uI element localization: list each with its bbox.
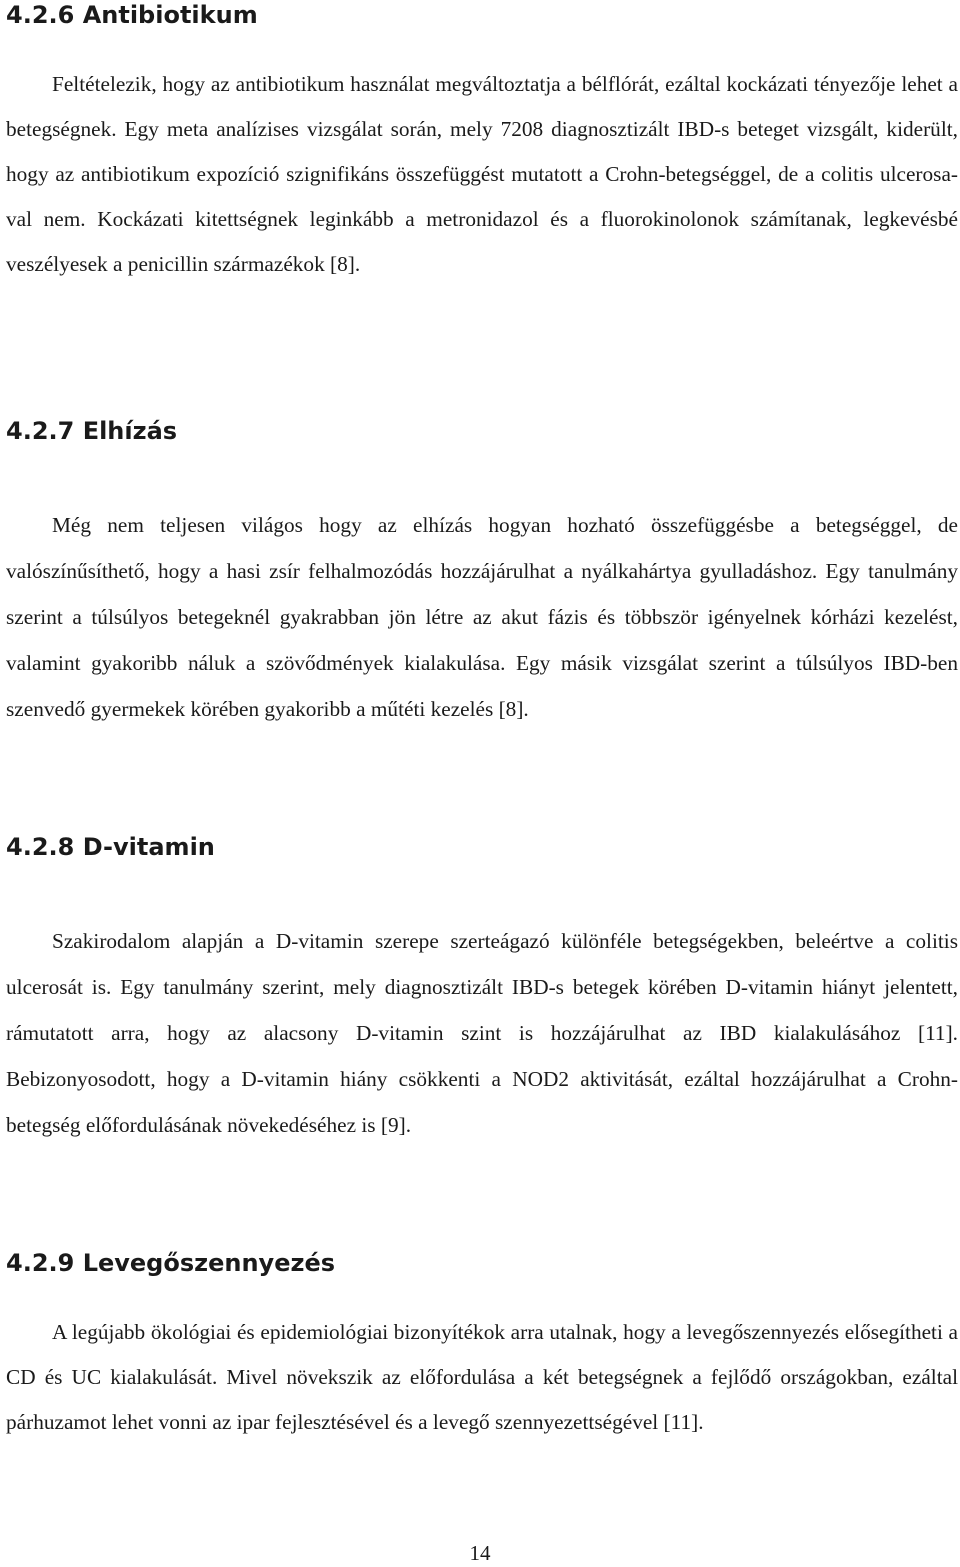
section-heading-d-vitamin: 4.2.8 D-vitamin (6, 833, 215, 861)
section-paragraph-d-vitamin: Szakirodalom alapján a D-vitamin szerepe szerteágazó különféle betegségekben, beleértve a colitis ulcerosát is. Egy tanulmány szerint, mely diagnosztizált IBD-s betegek körében D-vitamin hiányt jelentett, rámutatott arra, hogy az alacsony D-vitamin szint is hozzájárulhat az IBD kialakulásához [11]. Bebizonyosodott, hogy a D-vitamin hiány csökkenti a NOD2 aktivitását, ezáltal hozzájárulhat a Crohn-betegség előfordulásának növekedéséhez is [9]. (6, 929, 958, 1137)
section-heading-levegoszennyezes: 4.2.9 Levegőszennyezés (6, 1249, 336, 1277)
page-number: 14 (469, 1541, 491, 1565)
section-heading-elhizas: 4.2.7 Elhízás (6, 417, 178, 445)
section-paragraph-antibiotikum: Feltételezik, hogy az antibiotikum használat megváltoztatja a bélflórát, ezáltal kockázati tényezője lehet a betegségnek. Egy meta analízises vizsgálat során, mely 7208 diagnosztizált IBD-s beteget vizsgált, kiderült, hogy az antibiotikum expozíció szignifikáns összefüggést mutatott a Crohn-betegséggel, de a colitis ulcerosa-val nem. Kockázati kitettségnek leginkább a metronidazol és a fluorokinolonok számítanak, legkevésbé veszélyesek a penicillin származékok [8]. (6, 72, 958, 276)
section-paragraph-levegoszennyezes: A legújabb ökológiai és epidemiológiai bizonyítékok arra utalnak, hogy a levegőszennyezés elősegítheti a CD és UC kialakulását. Mivel növekszik az előfordulása a két betegségnek a fejlődő országokban, ezáltal párhuzamot lehet vonni az ipar fejlesztésével és a levegő szennyezettségével [11]. (6, 1320, 958, 1434)
section-heading-antibiotikum: 4.2.6 Antibiotikum (6, 1, 258, 29)
section-paragraph-elhizas: Még nem teljesen világos hogy az elhízás hogyan hozható összefüggésbe a betegséggel, de valószínűsíthető, hogy a hasi zsír felhalmozódás hozzájárulhat a nyálkahártya gyulladáshoz. Egy tanulmány szerint a túlsúlyos betegeknél gyakrabban jön létre az akut fázis és többször igényelnek kórházi kezelést, valamint gyakoribb náluk a szövődmények kialakulása. Egy másik vizsgálat szerint a túlsúlyos IBD-ben szenvedő gyermekek körében gyakoribb a műtéti kezelés [8]. (6, 513, 958, 721)
